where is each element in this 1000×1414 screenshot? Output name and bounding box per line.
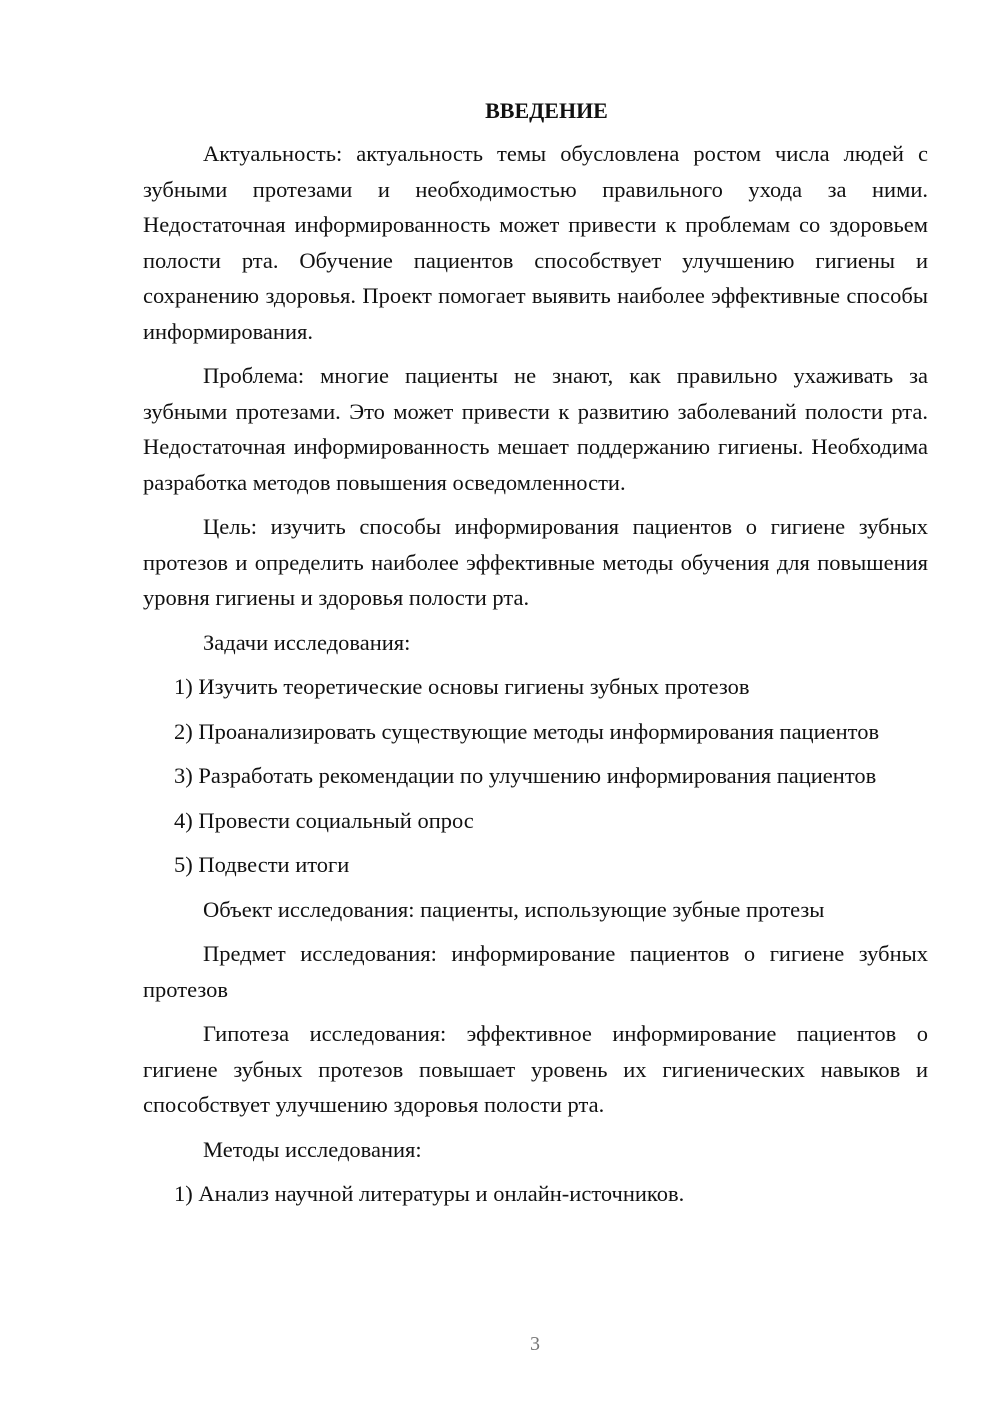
methods-heading: Методы исследования: — [203, 1136, 422, 1162]
method-item-1: 1) Анализ научной литературы и онлайн-источников. — [174, 1181, 685, 1206]
task-item-3: 3) Разработать рекомендации по улучшению информирования пациентов — [174, 763, 877, 788]
goal-paragraph: Цель: изучить способы информирования пациентов о гигиене зубных протезов и определить наиболее эффективные методы обучения для повышения уровня гигиены и здоровья полости рта. — [143, 514, 928, 610]
problem-paragraph: Проблема: многие пациенты не знают, как правильно ухаживать за зубными протезами. Это может привести к развитию заболеваний полости рта. Недостаточная информированность мешает поддержанию гигиены. Необходима разработка методов повышения осведомленности. — [143, 363, 928, 495]
task-item-4: 4) Провести социальный опрос — [174, 807, 474, 833]
tasks-heading: Задачи исследования: — [203, 629, 411, 655]
task-item-1: 1) Изучить теоретические основы гигиены зубных протезов — [174, 674, 750, 699]
page-content — [143, 96, 928, 1221]
relevance-paragraph: Актуальность: актуальность темы обусловлена ростом числа людей с зубными протезами и необходимостью правильного ухода за ними. Недостаточная информированность может привести к проблемам со здоровьем полости рта. Обучение пациентов способствует улучшению гигиены и сохранению здоровья. Проект помогает выявить наиболее эффективные способы информирования. — [143, 141, 928, 344]
task-item-2: 2) Проанализировать существующие методы информирования пациентов — [174, 718, 880, 744]
object-paragraph: Объект исследования: пациенты, использующие зубные протезы — [203, 896, 825, 922]
task-item-5: 5) Подвести итоги — [174, 852, 350, 877]
page-number: 3 — [530, 1333, 540, 1355]
subject-paragraph: Предмет исследования: информирование пациентов о гигиене зубных протезов — [143, 941, 928, 1002]
section-title: ВВЕДЕНИЕ — [485, 98, 608, 123]
hypothesis-paragraph: Гипотеза исследования: эффективное информирование пациентов о гигиене зубных протезов повышает уровень их гигиенических навыков и способствует улучшению здоровья полости рта. — [143, 1021, 928, 1117]
